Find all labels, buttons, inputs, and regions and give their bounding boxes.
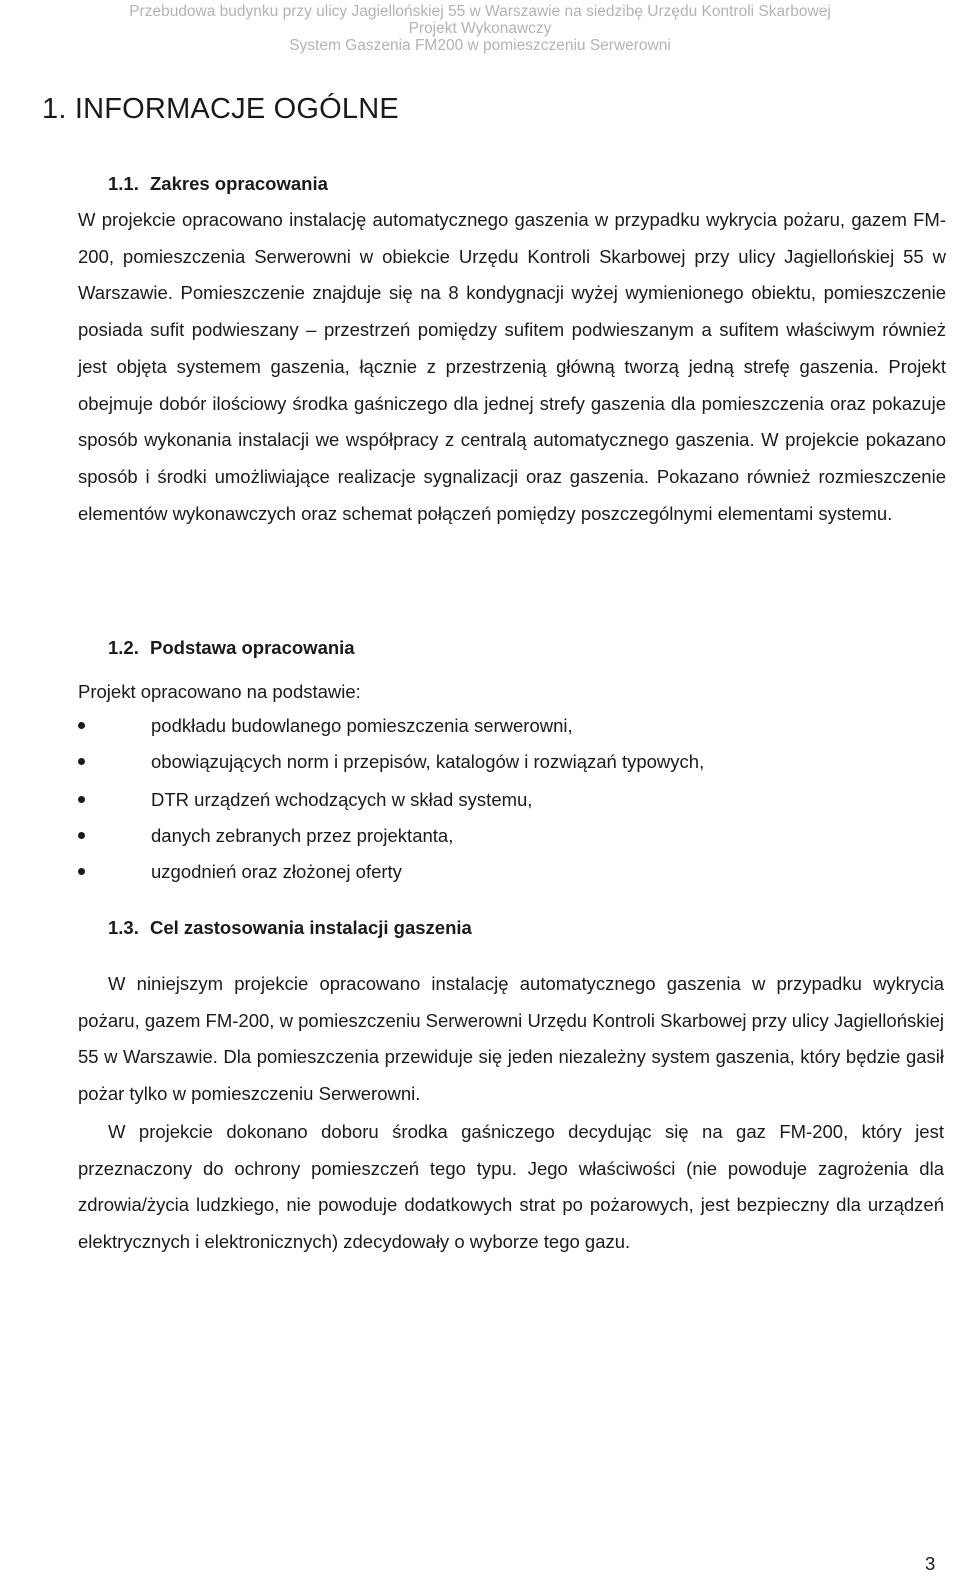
subsection-title: Cel zastosowania instalacji gaszenia — [150, 917, 472, 938]
purpose-paragraph-1: W niniejszym projekcie opracowano instalację automatycznego gaszenia w przypadku wykrycia pożaru, gazem FM-200, w pomieszczeniu Serwerowni Urzędu Kontroli Skarbowej przy ulicy Jagiellońskiej 55 w Warszawie. Dla pomieszczenia przewiduje się jeden niezależny system gaszenia, który będzie gasił pożar tylko w pomieszczeniu Serwerowni. — [78, 973, 944, 1105]
subsection-number: 1.2. — [108, 637, 139, 658]
scope-paragraph: W projekcie opracowano instalację automatycznego gaszenia w przypadku wykrycia pożaru, gazem FM-200, pomieszczenia Serwerowni w obiekcie Urzędu Kontroli Skarbowej przy ulicy Jagiellońskiej 55 w Warszawie. Pomieszczenie znajduje się na 8 kondygnacji wyżej wymienionego obiektu, pomieszczenie posiada sufit podwieszany – przestrzeń pomiędzy sufitem podwieszanym a sufitem właściwym również jest objęta systemem gaszenia, łącznie z przestrzenią główną tworzą jedną strefę gaszenia. Projekt obejmuje dobór ilościowy środka gaśniczego dla jednej strefy gaszenia dla pomieszczenia oraz pokazuje sposób wykonania instalacji we współpracy z centralą automatycznego gaszenia. W projekcie pokazano sposób i środki umożliwiające realizacje sygnalizacji oraz gaszenia. Pokazano również rozmieszczenie elementów wykonawczych oraz schemat połączeń pomiędzy poszczególnymi elementami systemu. — [78, 209, 946, 524]
list-item-text: danych zebranych przez projektanta, — [151, 825, 454, 846]
list-item-text: podkładu budowlanego pomieszczenia serwerowni, — [151, 715, 573, 736]
subsection-number: 1.3. — [108, 917, 139, 938]
bullet-icon — [78, 722, 85, 729]
list-item-text: DTR urządzeń wchodzących w skład systemu, — [151, 789, 533, 810]
subsection-title: Podstawa opracowania — [150, 637, 355, 658]
list-item-text: uzgodnień oraz złożonej oferty — [151, 861, 402, 882]
section-title: INFORMACJE OGÓLNE — [74, 93, 399, 125]
subsection-heading-1-1 — [108, 172, 328, 196]
subsection-title: Zakres opracowania — [150, 173, 328, 194]
purpose-paragraph-2: W projekcie dokonano doboru środka gaśniczego decydując się na gaz FM-200, który jest przeznaczony do ochrony pomieszczeń tego typu. Jego właściwości (nie powoduje zagrożenia dla zdrowia/życia ludzkiego, nie powoduje dodatkowych strat po pożarowych, jest bezpieczny dla urządzeń elektrycznych i elektronicznych) zdecydowały o wyborze tego gazu. — [78, 1121, 944, 1253]
header-project-title: Przebudowa budynku przy ulicy Jagiellońskiej 55 w Warszawie na siedzibę Urzędu Kontroli Skarbowej — [129, 3, 831, 20]
subsection-heading-1-2 — [108, 636, 355, 660]
bullet-icon — [78, 758, 85, 765]
bullet-icon — [78, 832, 85, 839]
bullet-icon — [78, 796, 85, 803]
page-header — [0, 0, 960, 60]
header-project-type: Projekt Wykonawczy — [408, 20, 552, 37]
page-number: 3 — [925, 1553, 936, 1574]
list-item-text: obowiązujących norm i przepisów, katalogów i rozwiązań typowych, — [151, 751, 705, 772]
basis-intro: Projekt opracowano na podstawie: — [78, 681, 361, 702]
header-system-name: System Gaszenia FM200 w pomieszczeniu Serwerowni — [289, 37, 671, 54]
subsection-number: 1.1. — [108, 173, 139, 194]
section-heading — [42, 92, 399, 126]
section-number: 1. — [42, 93, 67, 125]
subsection-heading-1-3 — [108, 916, 472, 940]
bullet-icon — [78, 868, 85, 875]
